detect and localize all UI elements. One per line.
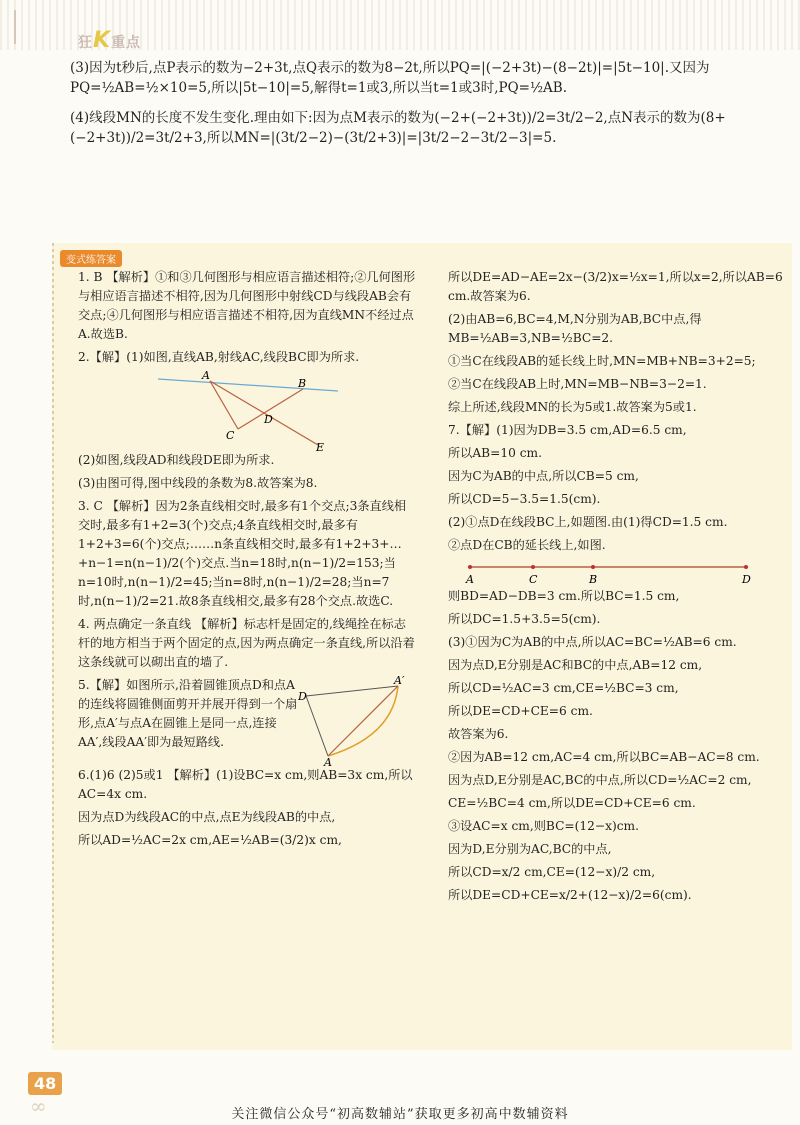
cone-label-d: D bbox=[298, 690, 307, 703]
infinity-icon: ∞ bbox=[30, 1094, 47, 1118]
figure-cone bbox=[298, 676, 408, 766]
answer-r23: 因为D,E分别为AC,BC的中点, bbox=[448, 842, 612, 856]
answer-r24: 所以CD=x/2 cm,CE=(12−x)/2 cm, bbox=[448, 865, 656, 879]
label-b: B bbox=[298, 377, 307, 390]
left-column bbox=[78, 268, 418, 854]
answer-r22: ③设AC=x cm,则BC=(12−x)cm. bbox=[448, 819, 639, 833]
cone-label-a: A bbox=[324, 756, 332, 766]
answer-2b: (2)如图,线段AD和线段DE即为所求. bbox=[78, 453, 275, 467]
number-line bbox=[448, 559, 768, 587]
page-number: 48 bbox=[28, 1072, 62, 1095]
answer-r25: 所以DE=CD+CE=x/2+(12−x)/2=6(cm). bbox=[448, 888, 692, 902]
nl-label-d: D bbox=[742, 573, 751, 586]
answer-r15: 因为点D,E分别是AC和BC的中点,AB=12 cm, bbox=[448, 658, 703, 672]
answer-r20: 因为点D,E分别是AC,BC的中点,所以CD=½AC=2 cm, bbox=[448, 773, 752, 787]
answer-r3: ①当C在线段AB的延长线上时,MN=MB+NB=3+2=5; bbox=[448, 354, 756, 368]
answer-r10: (2)①点D在线段BC上,如题图.由(1)得CD=1.5 cm. bbox=[448, 515, 728, 529]
top-solution bbox=[70, 58, 770, 158]
cone-label-a2: A′ bbox=[394, 676, 405, 687]
answer-r8: 因为C为AB的中点,所以CB=5 cm, bbox=[448, 469, 639, 483]
footer-text: 关注微信公众号“初高数辅站”获取更多初高中数辅资料 bbox=[231, 1107, 569, 1122]
answer-4: 4. 两点确定一条直线 【解析】标志杆是固定的,线绳拴在标志杆的地方相当于两个固定的点,因为两点确定一条直线,所以沿着这条线就可以砌出直的墙了. bbox=[78, 617, 415, 669]
answer-r14: (3)①因为C为AB的中点,所以AC=BC=½AB=6 cm. bbox=[448, 635, 737, 649]
answer-6b: 因为点D为线段AC的中点,点E为线段AB的中点, bbox=[78, 810, 336, 824]
label-e: E bbox=[316, 441, 325, 451]
answer-r1: 所以DE=AD−AE=2x−(3/2)x=½x=1,所以x=2,所以AB=6 cm.故答案为6. bbox=[448, 270, 783, 303]
answer-6c: 所以AD=½AC=2x cm,AE=½AB=(3/2)x cm, bbox=[78, 833, 342, 847]
answer-r21: CE=½BC=4 cm,所以DE=CD+CE=6 cm. bbox=[448, 796, 696, 810]
answer-5-block bbox=[78, 676, 418, 766]
solution-part-4: (4)线段MN的长度不发生变化.理由如下:因为点M表示的数为(−2+(−2+3t))/2=3t/2−2,点N表示的数为(8+(−2+3t))/2=3t/2+3,所以MN=|(3t/2−2)−(3t/2+3)|=|3t/2−2−3t/2−3|=5. bbox=[70, 110, 726, 146]
answer-2c: (3)由图可得,图中线段的条数为8.故答案为8. bbox=[78, 476, 318, 490]
panel-border bbox=[52, 243, 54, 1043]
label-a: A bbox=[202, 371, 210, 382]
answer-r5: 综上所述,线段MN的长为5或1.故答案为5或1. bbox=[448, 400, 697, 414]
answer-3: 3. C 【解析】因为2条直线相交时,最多有1个交点;3条直线相交时,最多有1+2=3(个)交点;4条直线相交时,最多有1+2+3=6(个)交点;……n条直线相交时,最多有1+2+3+…+n−1=n(n−1)/2(个)交点.当n=18时,n(n−1)/2=153;当n=10时,n(n−1)/2=45;当n=8时,n(n−1)/2=28;当n=7时,n(n−1)/2=21.故8条直线相交,最多有28个交点.故选C. bbox=[78, 499, 407, 608]
nl-label-b: B bbox=[589, 573, 598, 586]
nl-label-a: A bbox=[466, 573, 474, 586]
answer-r19: ②因为AB=12 cm,AC=4 cm,所以BC=AB−AC=8 cm. bbox=[448, 750, 760, 764]
answer-1: 1. B 【解析】①和③几何图形与相应语言描述相符;②几何图形与相应语言描述不相符,因为几何图形中射线CD与线段AB会有交点;④几何图形与相应语言描述不相符,因为直线MN不经过点A.故选B. bbox=[78, 270, 416, 341]
answer-badge: 变式练答案 bbox=[60, 250, 122, 267]
segment-ad bbox=[210, 381, 238, 429]
header-decoration bbox=[14, 10, 38, 44]
answer-6a: 6.(1)6 (2)5或1 【解析】(1)设BC=x cm,则AB=3x cm,所以AC=4x cm. bbox=[78, 768, 413, 801]
answer-r7: 所以AB=10 cm. bbox=[448, 446, 542, 460]
figure-lines bbox=[158, 371, 358, 451]
answer-r11: ②点D在CB的延长线上,如图. bbox=[448, 538, 606, 552]
right-column bbox=[448, 268, 783, 909]
nl-label-c: C bbox=[529, 573, 538, 586]
answer-r2: (2)由AB=6,BC=4,M,N分别为AB,BC中点,得MB=½AB=3,NB=½BC=2. bbox=[448, 312, 702, 345]
answer-r13: 所以DC=1.5+3.5=5(cm). bbox=[448, 612, 601, 626]
answer-r6: 7.【解】(1)因为DB=3.5 cm,AD=6.5 cm, bbox=[448, 423, 687, 437]
answer-r16: 所以CD=½AC=3 cm,CE=½BC=3 cm, bbox=[448, 681, 679, 695]
label-d: D bbox=[264, 413, 273, 426]
answer-r18: 故答案为6. bbox=[448, 727, 509, 741]
answer-r17: 所以DE=CD+CE=6 cm. bbox=[448, 704, 593, 718]
answer-5: 5.【解】如图所示,沿着圆锥顶点D和点A的连线将圆锥侧面剪开并展开得到一个扇形,点A′与点A在圆锥上是同一点,连接AA′,线段AA′即为最短路线. bbox=[78, 678, 298, 749]
header-logo: 狂K重点 bbox=[78, 28, 142, 53]
solution-part-3: (3)因为t秒后,点P表示的数为−2+3t,点Q表示的数为8−2t,所以PQ=|(−2+3t)−(8−2t)|=|5t−10|.又因为PQ=½AB=½×10=5,所以|5t−10|=5,解得t=1或3,所以当t=1或3时,PQ=½AB. bbox=[70, 60, 710, 96]
answer-r4: ②当C在线段AB上时,MN=MB−NB=3−2=1. bbox=[448, 377, 707, 391]
answer-r9: 所以CD=5−3.5=1.5(cm). bbox=[448, 492, 601, 506]
label-c: C bbox=[226, 429, 235, 442]
line-ab bbox=[158, 379, 338, 391]
answer-r12: 则BD=AD−DB=3 cm.所以BC=1.5 cm, bbox=[448, 589, 680, 603]
answer-2a: 2.【解】(1)如图,直线AB,射线AC,线段BC即为所求. bbox=[78, 350, 360, 364]
